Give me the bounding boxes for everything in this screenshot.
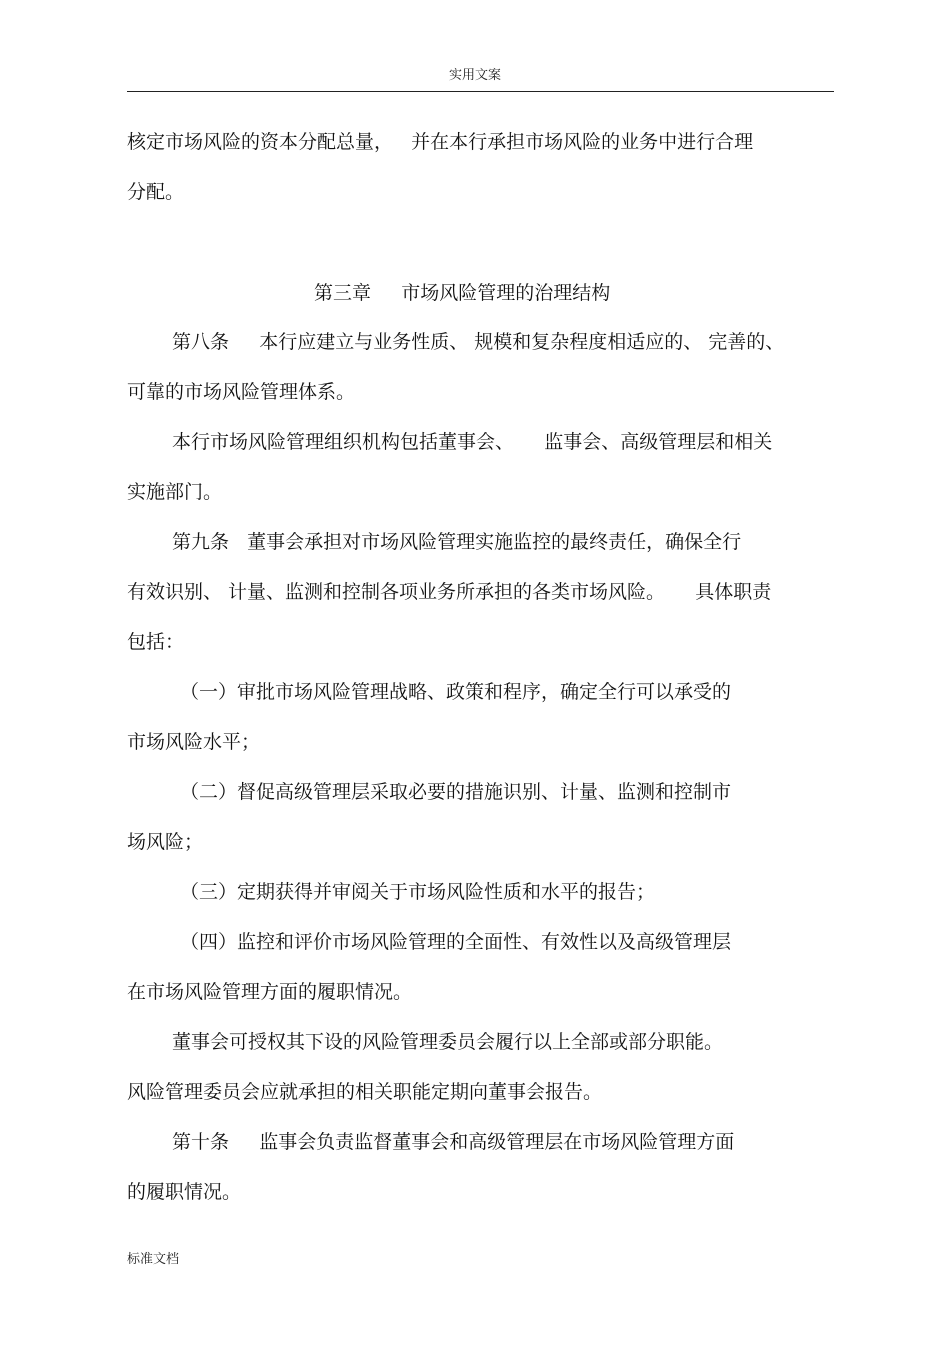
article-8-line-2: 可靠的市场风险管理体系。 [127,381,356,403]
article-9-line-1: 第九条 董事会承担对市场风险管理实施监控的最终责任，确保全行 [172,531,742,553]
article-9-line-3: 包括： [127,631,185,653]
chapter-heading: 第三章 市场风险管理的治理结构 [314,282,611,304]
article-10-line-1: 第十条 监事会负责监督董事会和高级管理层在市场风险管理方面 [172,1131,735,1153]
list-item-1: （一）审批市场风险管理战略、政策和程序，确定全行可以承受的 [180,681,732,703]
list-item-1-cont: 市场风险水平； [127,731,261,753]
article-9-line-2: 有效识别、 计量、监测和控制各项业务所承担的各类市场风险。 具体职责 [127,581,772,603]
paragraph-line: 董事会可授权其下设的风险管理委员会履行以上全部或部分职能。 [172,1031,724,1053]
article-10-line-2: 的履职情况。 [127,1181,242,1203]
paragraph-line: 风险管理委员会应就承担的相关职能定期向董事会报告。 [127,1081,603,1103]
paragraph-line: 实施部门。 [127,481,223,503]
list-item-4: （四）监控和评价市场风险管理的全面性、有效性以及高级管理层 [180,931,732,953]
list-item-2-cont: 场风险； [127,831,204,853]
text-line: 核定市场风险的资本分配总量， 并在本行承担市场风险的业务中进行合理 [127,131,754,153]
paragraph-line: 本行市场风险管理组织机构包括董事会、 监事会、高级管理层和相关 [172,431,773,453]
article-8-line-1: 第八条 本行应建立与业务性质、 规模和复杂程度相适应的、 完善的、 [172,331,785,353]
header-rule [127,91,834,92]
list-item-4-cont: 在市场风险管理方面的履职情况。 [127,981,413,1003]
text-line: 分配。 [127,181,185,203]
list-item-2: （二）督促高级管理层采取必要的措施识别、计量、监测和控制市 [180,781,732,803]
page-header: 实用文案 [448,68,501,83]
list-item-3: （三）定期获得并审阅关于市场风险性质和水平的报告； [180,881,656,903]
page-footer: 标准文档 [127,1252,180,1267]
